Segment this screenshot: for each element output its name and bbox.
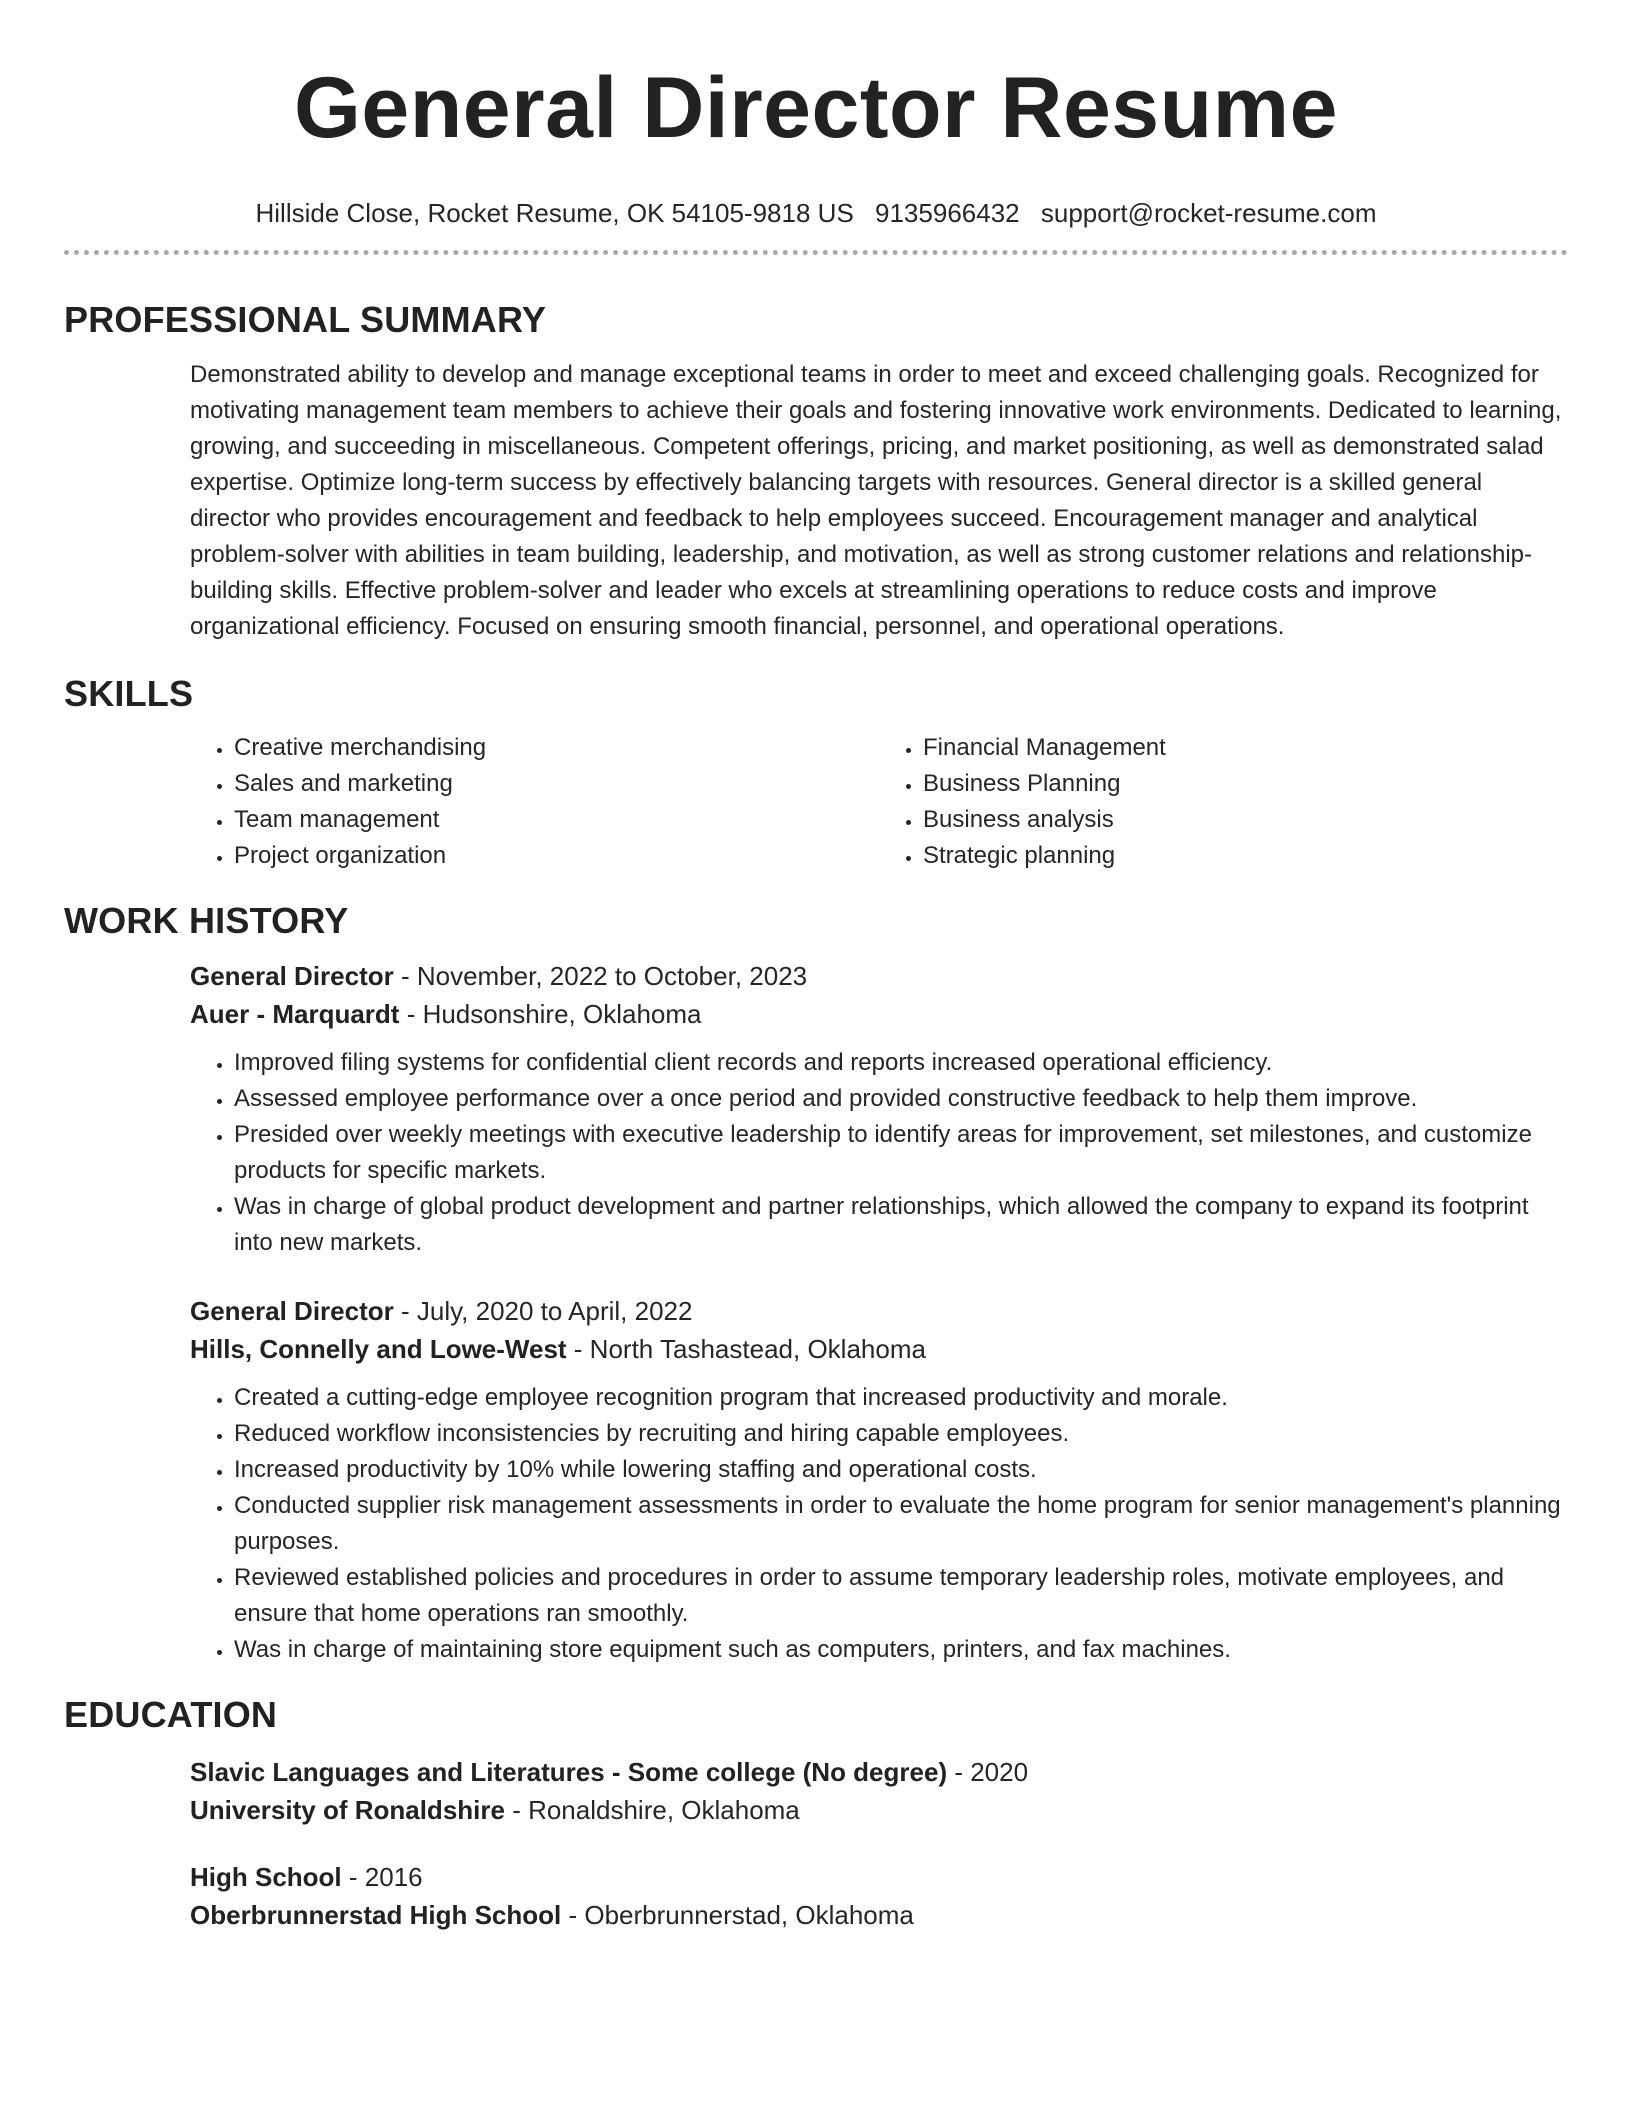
resume-page [64,0,1568,1934]
skill-item: • Financial Management [923,730,1568,766]
skills-list [190,730,1568,874]
education-degree-line [190,1753,1568,1791]
skills-column-right [879,730,1568,874]
job-bullet-list [190,1045,1568,1261]
summary-section [64,298,1568,645]
job-bullet: • Created a cutting-edge employee recognition program that increased productivity and morale. [234,1380,1568,1416]
header-divider [64,250,1568,255]
skills-column-left [190,730,879,874]
job-company-line [190,1330,1568,1368]
job-entry [190,957,1568,1261]
education-section [64,1693,1568,1934]
job-dates: - July, 2020 to April, 2022 [393,1296,693,1326]
job-title-line [190,1292,1568,1330]
skill-item: • Creative merchandising [234,730,879,766]
education-school: Oberbrunnerstad High School [190,1900,562,1930]
education-heading: EDUCATION [64,1694,278,1735]
contact-email: support@rocket-resume.com [1040,198,1377,228]
skill-item: • Strategic planning [923,838,1568,874]
job-company-line [190,995,1568,1033]
job-location: - Hudsonshire, Oklahoma [399,999,702,1029]
contact-address: Hillside Close, Rocket Resume, OK 54105-9818 US [255,198,854,228]
education-degree: High School [190,1862,342,1892]
work-history-heading: WORK HISTORY [64,900,349,941]
education-year: - 2020 [947,1757,1029,1787]
job-location: - North Tashastead, Oklahoma [566,1334,926,1364]
skill-item: • Sales and marketing [234,766,879,802]
education-year: - 2016 [341,1862,423,1892]
job-bullet-list [190,1380,1568,1668]
skill-item: • Business Planning [923,766,1568,802]
job-bullet: • Was in charge of global product development and partner relationships, which allowed the company to expand its footprint into new markets. [234,1189,1568,1261]
job-entry [190,1292,1568,1668]
job-company: Hills, Connelly and Lowe-West [190,1334,567,1364]
education-school: University of Ronaldshire [190,1795,505,1825]
job-company: Auer - Marquardt [190,999,400,1029]
summary-body [190,357,1568,645]
contact-line [64,196,1568,230]
summary-heading: PROFESSIONAL SUMMARY [64,299,547,340]
job-bullet: • Conducted supplier risk management assessments in order to evaluate the home program for senior management's planning purposes. [234,1488,1568,1560]
skill-item: • Business analysis [923,802,1568,838]
summary-text: Demonstrated ability to develop and manage exceptional teams in order to meet and exceed challenging goals. Recognized for motivating management team members to achieve their goals and fostering innovative work environments. Dedicated to learning, growing, and succeeding in miscellaneous. Competent offerings, pricing, and market positioning, as well as demonstrated salad expertise. Optimize long-term success by effectively balancing targets with resources. General director is a skilled general director who provides encouragement and feedback to help employees succeed. Encouragement manager and analytical problem-solver with abilities in team building, leadership, and motivation, as well as strong customer relations and relationship-building skills. Effective problem-solver and leader who excels at streamlining operations to reduce costs and improve organizational efficiency. Focused on ensuring smooth financial, personnel, and operational operations. [190,361,1562,640]
job-bullet: • Was in charge of maintaining store equipment such as computers, printers, and fax machines. [234,1632,1568,1668]
page-title: General Director Resume [294,60,1338,156]
skills-heading: SKILLS [64,673,194,714]
job-bullet: • Reduced workflow inconsistencies by recruiting and hiring capable employees. [234,1416,1568,1452]
job-bullet: • Increased productivity by 10% while lowering staffing and operational costs. [234,1452,1568,1488]
job-title: General Director [190,1296,394,1326]
job-dates: - November, 2022 to October, 2023 [393,961,808,991]
skill-item: • Team management [234,802,879,838]
education-entry [190,1858,1568,1934]
education-entry [190,1753,1568,1829]
job-title: General Director [190,961,394,991]
skills-section [64,672,1568,874]
job-title-line [190,957,1568,995]
education-school-line [190,1791,1568,1829]
education-degree: Slavic Languages and Literatures - Some college (No degree) [190,1757,948,1787]
education-school-line [190,1896,1568,1934]
job-bullet: • Reviewed established policies and procedures in order to assume temporary leadership roles, motivate employees, and ensure that home operations ran smoothly. [234,1560,1568,1632]
contact-phone: 9135966432 [875,198,1020,228]
job-bullet: • Improved filing systems for confidential client records and reports increased operational efficiency. [234,1045,1568,1081]
work-history-section [64,899,1568,1668]
job-bullet: • Assessed employee performance over a once period and provided constructive feedback to help them improve. [234,1081,1568,1117]
skill-item: • Project organization [234,838,879,874]
education-location: - Ronaldshire, Oklahoma [504,1795,800,1825]
education-location: - Oberbrunnerstad, Oklahoma [561,1900,914,1930]
job-bullet: • Presided over weekly meetings with executive leadership to identify areas for improvement, set milestones, and customize products for specific markets. [234,1117,1568,1189]
education-degree-line [190,1858,1568,1896]
